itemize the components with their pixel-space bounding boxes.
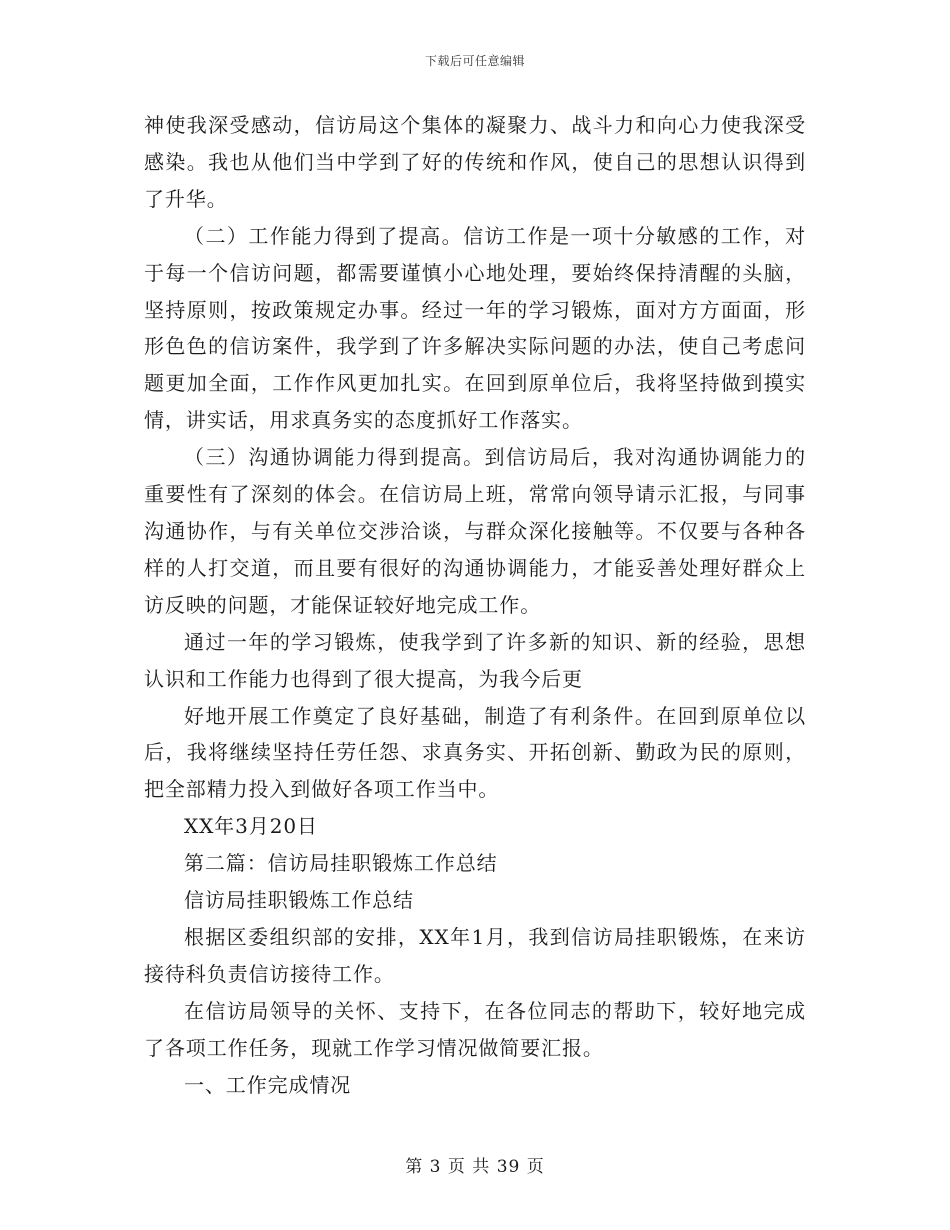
footer-page-number: 3 xyxy=(429,1157,442,1177)
page-header-note: 下载后可任意编辑 xyxy=(424,54,525,68)
document-body xyxy=(144,107,806,1103)
paragraph-date: XX年3月20日 xyxy=(184,814,318,839)
heading-work-completion: 一、工作完成情况 xyxy=(184,1072,352,1097)
paragraph-arrangement: 根据区委组织部的安排，XX年1月，我到信访局挂职锻炼，在来访接待科负责信访接待工作。 xyxy=(144,924,806,986)
footer-prefix: 第 xyxy=(405,1157,424,1177)
document-title: 信访局挂职锻炼工作总结 xyxy=(184,888,414,913)
footer-total-pages: 39 xyxy=(496,1157,521,1177)
paragraph-communication: （三）沟通协调能力得到提高。到信访局后，我对沟通协调能力的重要性有了深刻的体会。在信访局上班，常常向领导请示汇报，与同事沟通协作，与有关单位交涉洽谈，与群众深化接触等。不仅要与各种各样的人打交道，而且要有很好的沟通协调能力，才能妥善处理好群众上访反映的问题，才能保证较好地完成工作。 xyxy=(144,445,806,617)
footer-suffix: 页 xyxy=(526,1157,545,1177)
paragraph-work-ability: （二）工作能力得到了提高。信访工作是一项十分敏感的工作，对于每一个信访问题，都需要谨慎小心地处理，要始终保持清醒的头脑，坚持原则，按政策规定办事。经过一年的学习锻炼，面对方方面面，形形色色的信访案件，我学到了许多解决实际问题的办法，使自己考虑问题更加全面，工作作风更加扎实。在回到原单位后，我将坚持做到摸实情，讲实话，用求真务实的态度抓好工作落实。 xyxy=(144,223,806,433)
paragraph-summary: 通过一年的学习锻炼，使我学到了许多新的知识、新的经验，思想认识和工作能力也得到了很大提高，为我今后更 xyxy=(144,629,806,691)
section-title-part-two: 第二篇：信访局挂职锻炼工作总结 xyxy=(184,851,498,876)
footer-middle: 页 共 xyxy=(447,1157,491,1177)
page-footer xyxy=(0,1152,950,1177)
paragraph-summary-continued: 好地开展工作奠定了良好基础，制造了有利条件。在回到原单位以后，我将继续坚持任劳任怨、求真务实、开拓创新、勤政为民的原则，把全部精力投入到做好各项工作当中。 xyxy=(144,703,806,802)
paragraph-report: 在信访局领导的关怀、支持下，在各位同志的帮助下，较好地完成了各项工作任务，现就工作学习情况做简要汇报。 xyxy=(144,998,806,1060)
paragraph-continuation: 神使我深受感动，信访局这个集体的凝聚力、战斗力和向心力使我深受感染。我也从他们当中学到了好的传统和作风，使自己的思想认识得到了升华。 xyxy=(144,113,806,211)
